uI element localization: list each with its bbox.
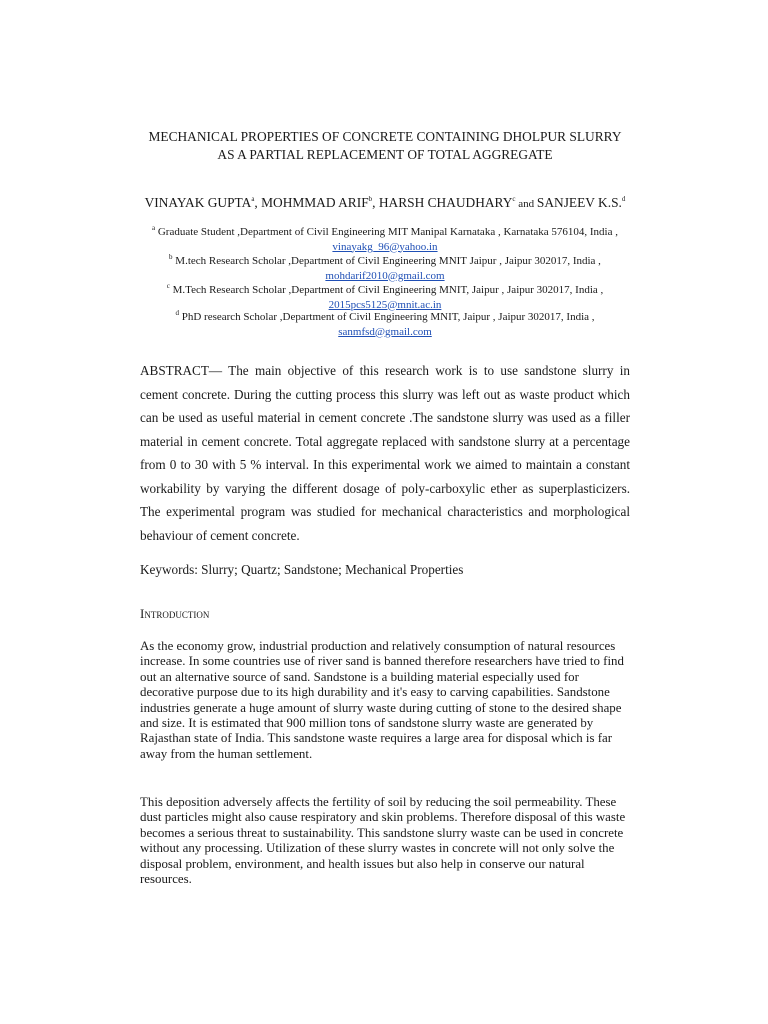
- author-name: MOHMMAD ARIF: [261, 195, 369, 210]
- affiliation-text: Graduate Student ,Department of Civil Engineering MIT Manipal Karnataka , Karnataka 576104, India ,: [157, 226, 618, 238]
- affiliation-mark: c: [166, 282, 170, 290]
- affiliation-d: [140, 306, 630, 339]
- author-name: SANJEEV K.S.: [536, 195, 622, 210]
- author-name: HARSH CHAUDHARY: [378, 195, 513, 210]
- body-paragraph: As the economy grow, industrial production and relatively consumption of natural resources increase. In some countries use of river sand is banned therefore researchers have tried to find out an alternative source of sand. Sandstone is a building material especially used for decorative purpose due to its high durability and it's easy to carving capabilities. Sandstone industries generate a huge amount of slurry waste during cutting of stone to the desired shape and size. It is estimated that 900 million tons of sandstone slurry waste are generated by Rajasthan state of India. This sandstone waste requires a large area for disposal which is far away from the human settlement.: [140, 639, 624, 761]
- email-link[interactable]: sanmfsd@gmail.com: [338, 325, 432, 338]
- author-separator: ,: [254, 195, 262, 210]
- paper-title: MECHANICAL PROPERTIES OF CONCRETE CONTAINING DHOLPUR SLURRY AS A PARTIAL REPLACEMENT OF TOTAL AGGREGATE: [148, 129, 622, 162]
- author-mark: b: [368, 195, 373, 203]
- author-mark: a: [251, 195, 255, 203]
- affiliation-mark: d: [175, 309, 179, 317]
- email-link[interactable]: 2015pcs5125@mnit.ac.in: [328, 298, 442, 311]
- affiliation-text: M.Tech Research Scholar ,Department of Civil Engineering MNIT, Jaipur , Jaipur 302017, India ,: [172, 284, 604, 296]
- affiliation-mark: b: [169, 253, 173, 261]
- keywords: Keywords: Slurry; Quartz; Sandstone; Mechanical Properties: [140, 562, 464, 577]
- abstract: ABSTRACT— The main objective of this research work is to use sandstone slurry in cement concrete. During the cutting process this slurry was left out as waste product which can be used as useful material in cement concrete .The sandstone slurry was used as a filler material in cement concrete. Total aggregate replaced with sandstone slurry at a percentage from 0 to 30 with 5 % interval. In this experimental work we aimed to maintain a constant workability by varying the different dosage of poly-carboxylic ether as superplasticizers. The experimental program was studied for mechanical characteristics and morphological behaviour of cement concrete.: [140, 363, 630, 543]
- author-separator: ,: [372, 195, 379, 210]
- email-link[interactable]: mohdarif2010@gmail.com: [325, 269, 445, 282]
- email-link[interactable]: vinayakg_96@yahoo.in: [332, 240, 438, 253]
- author-name: VINAYAK GUPTA: [144, 195, 252, 210]
- author-mark: d: [621, 195, 626, 203]
- body-paragraph: This deposition adversely affects the fertility of soil by reducing the soil permeability. These dust particles might also cause respiratory and skin problems. Therefore disposal of this waste becomes a serious threat to sustainability. This sandstone slurry waste can be used in concrete without any processing. Utilization of these slurry wastes in concrete will not only solve the disposal problem, environment, and health issues but also help in conserve our natural resources.: [140, 795, 626, 887]
- author-mark: c: [512, 195, 516, 203]
- author-separator: and: [515, 198, 537, 210]
- affiliation-text: PhD research Scholar ,Department of Civil Engineering MNIT, Jaipur , Jaipur 302017, India ,: [181, 311, 595, 323]
- section-heading: Introduction: [140, 606, 210, 621]
- affiliation-text: M.tech Research Scholar ,Department of Civil Engineering MNIT Jaipur , Jaipur 302017, India ,: [175, 255, 601, 267]
- author-list: [140, 190, 630, 213]
- affiliation-mark: a: [152, 224, 156, 232]
